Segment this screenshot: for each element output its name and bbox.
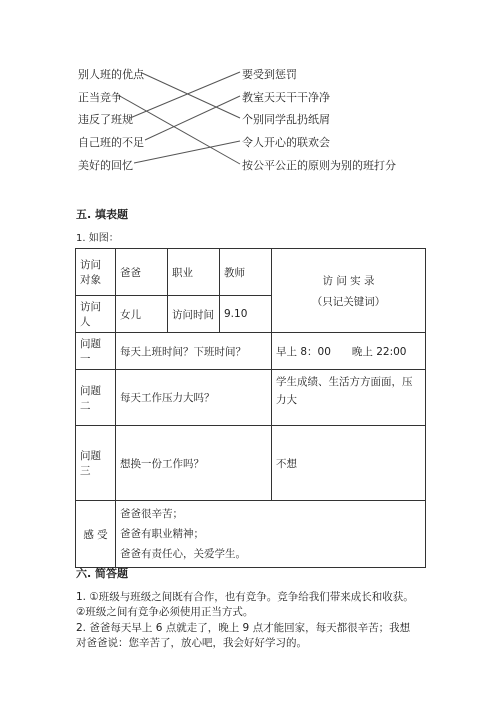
left-item-3: 违反了班规 xyxy=(78,113,133,126)
answer-1: 1. ①班级与班级之间既有合作，也有竞争。竞争给我们带来成长和收获。②班级之间有竞争必须使用正当方式。 xyxy=(76,591,414,618)
feeling-label: 感 受 xyxy=(76,501,116,568)
visit-record-table xyxy=(75,248,426,568)
left-item-1: 别人班的优点 xyxy=(78,68,144,81)
answer-text: 不想 xyxy=(272,426,426,501)
table-cell: 教师 xyxy=(220,249,272,296)
table-row xyxy=(76,370,426,426)
feeling-line: 爸爸有职业精神； xyxy=(120,528,204,540)
record-header-title: 访 问 实 录 xyxy=(322,274,375,287)
match-line xyxy=(134,141,240,163)
question-text: 每天上班时间？下班时间？ xyxy=(116,333,272,370)
table-cell: 访问对象 xyxy=(76,249,116,296)
table-cell: 访问时间 xyxy=(168,296,220,333)
answer-2: 2. 爸爸每天早上 6 点就走了，晚上 9 点才能回家，每天都很辛苦；我想对爸爸说：您辛苦了，放心吧，我会好好学习的。 xyxy=(76,622,411,649)
table-row xyxy=(76,426,426,501)
feeling-line: 爸爸有责任心，关爱学生。 xyxy=(120,548,246,560)
section-5-title: 五. 填表题 xyxy=(76,208,129,221)
table-cell: 访问人 xyxy=(76,296,116,333)
table-cell: 9.10 xyxy=(220,296,272,333)
match-line xyxy=(130,72,240,118)
table-row xyxy=(76,249,426,296)
answer-text: 学生成绩、生活方方面面，压力大 xyxy=(272,370,426,426)
right-item-2: 教室天天干干净净 xyxy=(242,91,330,104)
left-item-5: 美好的回忆 xyxy=(78,159,133,172)
match-line xyxy=(142,73,240,118)
left-item-4: 自己班的不足 xyxy=(78,136,144,149)
question-label: 问题三 xyxy=(76,426,116,501)
table-cell: 爸爸 xyxy=(116,249,168,296)
left-item-2: 正当竞争 xyxy=(78,91,122,104)
section-6-title: 六. 简答题 xyxy=(76,567,129,580)
right-item-5: 按公平公正的原则为别的班打分 xyxy=(242,159,396,172)
record-header-note: （只记关键词） xyxy=(311,295,386,308)
question-text: 每天工作压力大吗？ xyxy=(116,370,272,426)
table-cell: 女儿 xyxy=(116,296,168,333)
question-label: 问题二 xyxy=(76,370,116,426)
right-item-4: 令人开心的联欢会 xyxy=(242,136,330,149)
answer-text: 早上 8：00 晚上 22:00 xyxy=(272,333,426,370)
question-1-label: 1. 如图： xyxy=(76,233,119,244)
record-header-cell xyxy=(272,249,426,333)
table-row xyxy=(76,333,426,370)
right-item-1: 要受到惩罚 xyxy=(242,68,297,81)
question-text: 想换一份工作吗？ xyxy=(116,426,272,501)
table-cell: 职业 xyxy=(168,249,220,296)
matching-lines xyxy=(0,0,500,200)
table-row xyxy=(76,501,426,568)
feeling-content xyxy=(116,501,426,568)
feeling-line: 爸爸很辛苦； xyxy=(120,508,183,520)
question-label: 问题一 xyxy=(76,333,116,370)
right-item-3: 个别同学乱扔纸屑 xyxy=(242,113,330,126)
